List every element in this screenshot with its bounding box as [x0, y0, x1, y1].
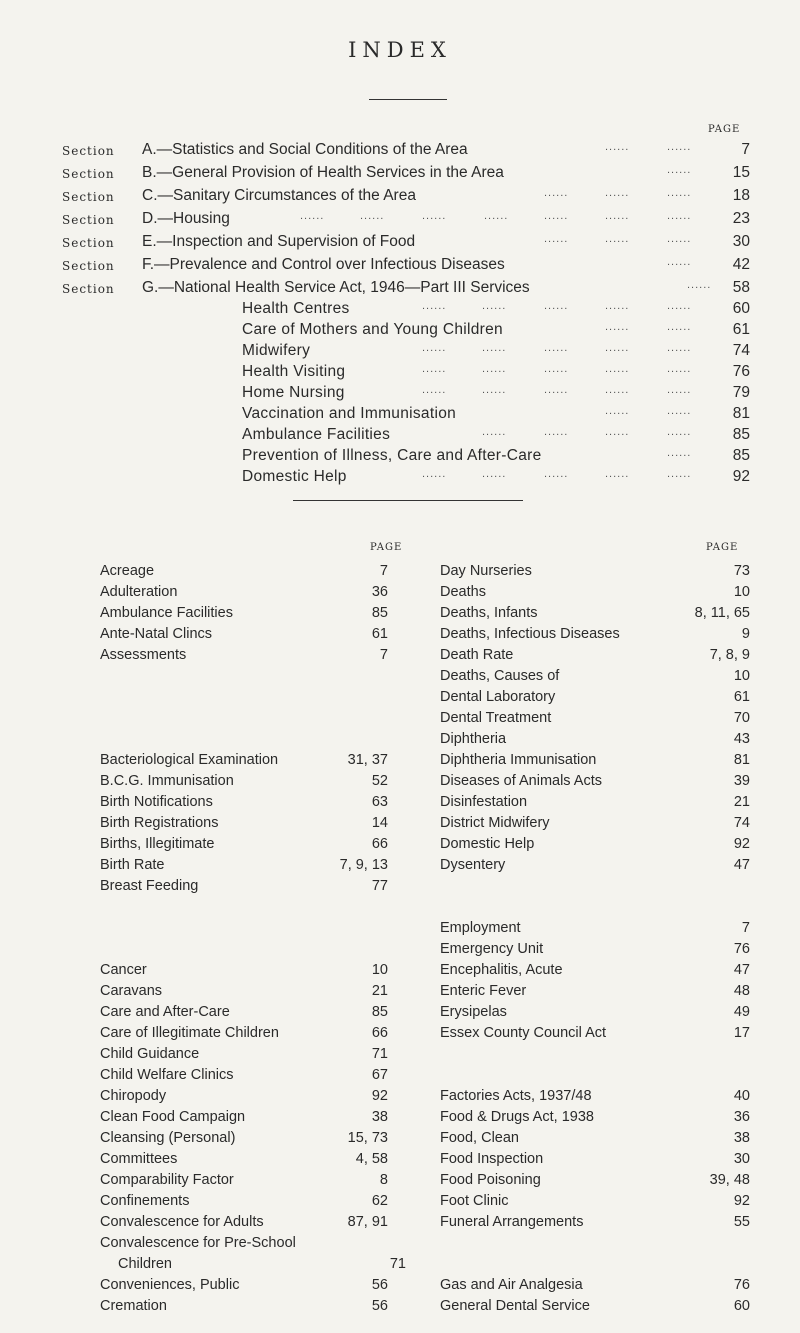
leader-dots: ......: [482, 363, 507, 375]
leader-dots: ......: [605, 300, 630, 312]
index-entry[interactable]: [100, 1109, 388, 1127]
entry-page: 39: [733, 773, 750, 789]
page-title: INDEX: [348, 38, 452, 62]
entry-page: 7: [379, 563, 388, 579]
entry-name: Essex County Council Act: [440, 1025, 607, 1041]
entry-name: Diseases of Animals Acts: [440, 773, 602, 789]
leader-dots: ......: [605, 141, 630, 153]
leader-dots: ......: [544, 384, 569, 396]
leader-dots: ......: [667, 141, 692, 153]
entry-name: Erysipelas: [440, 1004, 507, 1020]
index-entry[interactable]: [100, 815, 388, 833]
entry-name: Food, Clean: [440, 1130, 519, 1146]
index-entry[interactable]: [440, 647, 750, 665]
index-entry[interactable]: [440, 584, 750, 602]
entry-name: Domestic Help: [440, 836, 535, 852]
leader-dots: ......: [667, 256, 692, 268]
entry-page: 56: [371, 1277, 388, 1293]
entry-page: 31, 37: [347, 752, 388, 768]
entry-page: 92: [371, 1088, 388, 1104]
leader-dots: ......: [687, 279, 712, 291]
leader-dots: ......: [544, 187, 569, 199]
section-key: Section: [62, 259, 115, 273]
entry-name: Chiropody: [100, 1088, 167, 1104]
leader-dots: ......: [482, 342, 507, 354]
section-row-e[interactable]: [62, 233, 762, 253]
entry-page: 40: [733, 1088, 750, 1104]
leader-dots: ......: [422, 384, 447, 396]
entry-page: 74: [733, 815, 750, 831]
leader-dots: ......: [605, 405, 630, 417]
sections-page-header: PAGE: [708, 124, 741, 135]
section-page: 7: [741, 141, 750, 158]
entry-name: Convalescence for Pre-School: [100, 1235, 296, 1251]
leader-dots: ......: [544, 233, 569, 245]
entry-page: 92: [733, 836, 750, 852]
index-entry[interactable]: [100, 794, 388, 812]
index-entry[interactable]: [100, 1235, 388, 1253]
index-entry[interactable]: [440, 1193, 750, 1211]
leader-dots: ......: [300, 210, 325, 222]
index-entry[interactable]: [440, 731, 750, 749]
entry-page: 17: [733, 1025, 750, 1041]
entry-page: 43: [733, 731, 750, 747]
entry-name: Clean Food Campaign: [100, 1109, 246, 1125]
leader-dots: ......: [544, 300, 569, 312]
subsection-row[interactable]: [242, 363, 762, 383]
leader-dots: ......: [360, 210, 385, 222]
index-entry[interactable]: [100, 1277, 388, 1295]
section-label: A.—Statistics and Social Conditions of the Area: [142, 141, 468, 158]
entry-name: Dental Treatment: [440, 710, 552, 726]
entry-name: Ambulance Facilities: [100, 605, 233, 621]
leader-dots: ......: [667, 363, 692, 375]
index-entry[interactable]: [100, 983, 388, 1001]
entry-name: Food Poisoning: [440, 1172, 541, 1188]
entry-name: Breast Feeding: [100, 878, 199, 894]
entry-name: Dysentery: [440, 857, 506, 873]
section-key: Section: [62, 236, 115, 250]
index-entry[interactable]: [440, 563, 750, 581]
entry-name: Care of Illegitimate Children: [100, 1025, 279, 1041]
index-entry[interactable]: [100, 1298, 388, 1316]
section-key: Section: [62, 190, 115, 204]
entry-page: 8: [379, 1172, 388, 1188]
section-page: 58: [732, 279, 750, 296]
entry-name: Deaths: [440, 584, 486, 600]
subsection-label: Prevention of Illness, Care and After-Care: [242, 447, 542, 464]
entry-page: 21: [371, 983, 388, 999]
section-row-a[interactable]: [62, 141, 762, 161]
index-entry[interactable]: [440, 668, 750, 686]
index-entry[interactable]: [440, 626, 750, 644]
index-entry[interactable]: [100, 1193, 388, 1211]
leader-dots: ......: [605, 321, 630, 333]
leader-dots: ......: [667, 233, 692, 245]
leader-dots: ......: [422, 468, 447, 480]
entry-page: 9: [741, 626, 750, 642]
section-key: Section: [62, 144, 115, 158]
entry-name: Assessments: [100, 647, 187, 663]
leader-dots: ......: [667, 210, 692, 222]
entry-page: 7, 9, 13: [339, 857, 388, 873]
index-entry[interactable]: [440, 1151, 750, 1169]
subsection-row[interactable]: [242, 426, 762, 446]
leader-dots: ......: [544, 342, 569, 354]
section-page: 15: [732, 164, 750, 181]
entry-name: Births, Illegitimate: [100, 836, 215, 852]
index-entry[interactable]: [440, 920, 750, 938]
entry-page: 71: [371, 1046, 388, 1062]
entry-page: 63: [371, 794, 388, 810]
entry-name: B.C.G. Immunisation: [100, 773, 234, 789]
entry-page: 38: [371, 1109, 388, 1125]
entry-page: 36: [371, 584, 388, 600]
section-label: G.—National Health Service Act, 1946—Part III Services: [142, 279, 530, 296]
leader-dots: ......: [605, 384, 630, 396]
index-entry[interactable]: [100, 857, 388, 875]
entry-name: Death Rate: [440, 647, 514, 663]
entry-name: Factories Acts, 1937/48: [440, 1088, 592, 1104]
index-entry[interactable]: [440, 1088, 750, 1106]
subsection-page: 81: [732, 405, 750, 422]
subsection-label: Domestic Help: [242, 468, 347, 485]
leader-dots: ......: [422, 210, 447, 222]
leader-dots: ......: [605, 210, 630, 222]
index-entry[interactable]: [440, 689, 750, 707]
entry-page: 66: [371, 836, 388, 852]
subsection-row[interactable]: [242, 447, 762, 467]
index-entry[interactable]: [100, 605, 388, 623]
entry-page: 73: [733, 563, 750, 579]
index-entry[interactable]: [440, 1025, 750, 1043]
entry-page: 8, 11, 65: [694, 605, 750, 621]
leader-dots: ......: [667, 321, 692, 333]
entry-name: Food Inspection: [440, 1151, 544, 1167]
leader-dots: ......: [422, 363, 447, 375]
index-entry[interactable]: [100, 752, 388, 770]
entry-name: Deaths, Infants: [440, 605, 538, 621]
index-entry[interactable]: [440, 1277, 750, 1295]
section-row-g[interactable]: [62, 279, 762, 299]
entry-page: 85: [371, 1004, 388, 1020]
entry-page: 4, 58: [355, 1151, 388, 1167]
entry-name: Encephalitis, Acute: [440, 962, 563, 978]
entry-page: 66: [371, 1025, 388, 1041]
entry-name: Convalescence for Adults: [100, 1214, 264, 1230]
leader-dots: ......: [482, 300, 507, 312]
leader-dots: ......: [667, 426, 692, 438]
entry-name: Committees: [100, 1151, 178, 1167]
index-entry[interactable]: [100, 878, 388, 896]
index-entry[interactable]: [100, 1151, 388, 1169]
title-divider: [369, 99, 447, 100]
entry-name: Adulteration: [100, 584, 178, 600]
leader-dots: ......: [667, 342, 692, 354]
leader-dots: ......: [667, 468, 692, 480]
index-entry[interactable]: [440, 836, 750, 854]
entry-page: 77: [371, 878, 388, 894]
entry-name: Cremation: [100, 1298, 167, 1314]
entry-name: Funeral Arrangements: [440, 1214, 584, 1230]
index-entry[interactable]: [100, 1172, 388, 1190]
right-column-page-header: PAGE: [706, 542, 739, 553]
index-entry[interactable]: [100, 1004, 388, 1022]
section-label: B.—General Provision of Health Services in the Area: [142, 164, 504, 181]
entry-name: Conveniences, Public: [100, 1277, 240, 1293]
entry-page: 70: [733, 710, 750, 726]
leader-dots: ......: [482, 468, 507, 480]
entry-name: District Midwifery: [440, 815, 550, 831]
index-entry[interactable]: [100, 773, 388, 791]
leader-dots: ......: [605, 468, 630, 480]
entry-name: Diphtheria: [440, 731, 507, 747]
subsection-page: 79: [732, 384, 750, 401]
leader-dots: ......: [484, 210, 509, 222]
entry-name: Comparability Factor: [100, 1172, 234, 1188]
subsection-page: 85: [732, 447, 750, 464]
index-entry[interactable]: [440, 1214, 750, 1232]
entry-page: 10: [371, 962, 388, 978]
subsection-label: Care of Mothers and Young Children: [242, 321, 503, 338]
entry-name: Confinements: [100, 1193, 190, 1209]
entry-page: 47: [733, 857, 750, 873]
entry-name: Deaths, Causes of: [440, 668, 560, 684]
index-entry[interactable]: [440, 752, 750, 770]
entry-page: 49: [733, 1004, 750, 1020]
entry-page: 61: [733, 689, 750, 705]
subsection-label: Health Centres: [242, 300, 350, 317]
entry-page: 10: [733, 584, 750, 600]
subsection-row[interactable]: [242, 300, 762, 320]
section-page: 18: [732, 187, 750, 204]
leader-dots: ......: [482, 384, 507, 396]
index-entry[interactable]: [100, 1025, 388, 1043]
subsection-page: 92: [732, 468, 750, 485]
entry-page: 52: [371, 773, 388, 789]
entry-name: Emergency Unit: [440, 941, 544, 957]
leader-dots: ......: [422, 342, 447, 354]
subsection-label: Ambulance Facilities: [242, 426, 391, 443]
index-entry[interactable]: [100, 1088, 388, 1106]
index-entry[interactable]: [440, 710, 750, 728]
section-row-b[interactable]: [62, 164, 762, 184]
entry-name: Deaths, Infectious Diseases: [440, 626, 620, 642]
leader-dots: ......: [605, 426, 630, 438]
entry-name: Bacteriological Examination: [100, 752, 279, 768]
entry-page: 71: [389, 1256, 406, 1272]
subsection-page: 74: [732, 342, 750, 359]
entry-page: 15, 73: [347, 1130, 388, 1146]
subsection-page: 60: [732, 300, 750, 317]
section-row-f[interactable]: [62, 256, 762, 276]
leader-dots: ......: [667, 187, 692, 199]
index-entry[interactable]: [440, 773, 750, 791]
subsection-row[interactable]: [242, 384, 762, 404]
section-page: 42: [732, 256, 750, 273]
entry-page: 67: [371, 1067, 388, 1083]
index-entry[interactable]: [100, 1067, 388, 1085]
entry-name: Child Guidance: [100, 1046, 200, 1062]
entry-page: 36: [733, 1109, 750, 1125]
section-page: 23: [732, 210, 750, 227]
index-entry[interactable]: [440, 962, 750, 980]
entry-name: Gas and Air Analgesia: [440, 1277, 583, 1293]
section-label: F.—Prevalence and Control over Infectious Diseases: [142, 256, 505, 273]
entry-page: 87, 91: [347, 1214, 388, 1230]
leader-dots: ......: [605, 187, 630, 199]
index-entry[interactable]: [440, 1130, 750, 1148]
leader-dots: ......: [667, 447, 692, 459]
leader-dots: ......: [605, 363, 630, 375]
entry-page: 55: [733, 1214, 750, 1230]
leader-dots: ......: [544, 426, 569, 438]
leader-dots: ......: [605, 342, 630, 354]
entry-page: 92: [733, 1193, 750, 1209]
index-entry[interactable]: [440, 1004, 750, 1022]
entry-name: Day Nurseries: [440, 563, 532, 579]
entry-name: Foot Clinic: [440, 1193, 509, 1209]
entry-name: Diphtheria Immunisation: [440, 752, 597, 768]
leader-dots: ......: [667, 300, 692, 312]
entry-page: 7: [741, 920, 750, 936]
subsection-label: Home Nursing: [242, 384, 345, 401]
entry-page: 21: [733, 794, 750, 810]
index-entry[interactable]: [440, 941, 750, 959]
entry-page: 81: [733, 752, 750, 768]
entry-name: Employment: [440, 920, 521, 936]
entry-name: Disinfestation: [440, 794, 528, 810]
index-entry[interactable]: [100, 626, 388, 644]
index-entry[interactable]: [100, 1214, 388, 1232]
entry-name: Acreage: [100, 563, 155, 579]
entry-name: Birth Registrations: [100, 815, 219, 831]
entry-name: Cleansing (Personal): [100, 1130, 236, 1146]
entry-page: 30: [733, 1151, 750, 1167]
entry-name: Child Welfare Clinics: [100, 1067, 234, 1083]
index-entry[interactable]: [100, 836, 388, 854]
entry-page: 56: [371, 1298, 388, 1314]
index-entry[interactable]: [100, 1256, 406, 1274]
subsection-page: 76: [732, 363, 750, 380]
section-key: Section: [62, 282, 115, 296]
entry-page: 10: [733, 668, 750, 684]
index-entry[interactable]: [440, 1109, 750, 1127]
leader-dots: ......: [667, 384, 692, 396]
index-entry[interactable]: [440, 605, 750, 623]
entry-name: General Dental Service: [440, 1298, 590, 1314]
entry-page: 76: [733, 1277, 750, 1293]
subsection-row[interactable]: [242, 405, 762, 425]
subsection-label: Health Visiting: [242, 363, 346, 380]
entry-page: 7: [379, 647, 388, 663]
entry-page: 14: [371, 815, 388, 831]
entry-name: Birth Notifications: [100, 794, 213, 810]
section-key: Section: [62, 213, 115, 227]
entry-page: 85: [371, 605, 388, 621]
subsection-row[interactable]: [242, 342, 762, 362]
entry-name: Birth Rate: [100, 857, 165, 873]
leader-dots: ......: [667, 164, 692, 176]
left-column-page-header: PAGE: [370, 542, 403, 553]
subsection-label: Midwifery: [242, 342, 311, 359]
entry-page: 60: [733, 1298, 750, 1314]
section-divider: [293, 500, 523, 501]
subsection-page: 85: [732, 426, 750, 443]
section-label: E.—Inspection and Supervision of Food: [142, 233, 416, 250]
entry-page: 38: [733, 1130, 750, 1146]
entry-page: 61: [371, 626, 388, 642]
subsection-row[interactable]: [242, 321, 762, 341]
leader-dots: ......: [482, 426, 507, 438]
section-label: C.—Sanitary Circumstances of the Area: [142, 187, 416, 204]
index-entry[interactable]: [440, 815, 750, 833]
leader-dots: ......: [544, 468, 569, 480]
leader-dots: ......: [544, 363, 569, 375]
entry-name: Caravans: [100, 983, 163, 999]
entry-name: Cancer: [100, 962, 147, 978]
entry-name: Dental Laboratory: [440, 689, 556, 705]
index-entry[interactable]: [100, 647, 388, 665]
index-entry[interactable]: [440, 1172, 750, 1190]
index-entry[interactable]: [100, 1130, 388, 1148]
entry-name: Ante-Natal Clincs: [100, 626, 213, 642]
subsection-page: 61: [732, 321, 750, 338]
leader-dots: ......: [544, 210, 569, 222]
entry-page: 39, 48: [709, 1172, 750, 1188]
leader-dots: ......: [422, 300, 447, 312]
entry-name: Food & Drugs Act, 1938: [440, 1109, 594, 1125]
subsection-row[interactable]: [242, 468, 762, 488]
entry-name: Care and After-Care: [100, 1004, 230, 1020]
leader-dots: ......: [605, 233, 630, 245]
entry-page: 7, 8, 9: [709, 647, 750, 663]
section-row-d[interactable]: [62, 210, 762, 230]
section-page: 30: [732, 233, 750, 250]
section-key: Section: [62, 167, 115, 181]
index-entry[interactable]: [440, 794, 750, 812]
index-entry[interactable]: [440, 857, 750, 875]
leader-dots: ......: [667, 405, 692, 417]
index-entry[interactable]: [440, 983, 750, 1001]
subsection-label: Vaccination and Immunisation: [242, 405, 457, 422]
index-entry[interactable]: [100, 962, 388, 980]
entry-page: 47: [733, 962, 750, 978]
section-label: D.—Housing: [142, 210, 230, 227]
entry-page: 62: [371, 1193, 388, 1209]
entry-page: 76: [733, 941, 750, 957]
index-entry[interactable]: [100, 584, 388, 602]
entry-page: 48: [733, 983, 750, 999]
index-entry[interactable]: [440, 1298, 750, 1316]
entry-name: Enteric Fever: [440, 983, 527, 999]
index-entry[interactable]: [100, 563, 388, 581]
index-entry[interactable]: [100, 1046, 388, 1064]
section-row-c[interactable]: [62, 187, 762, 207]
entry-name: Children: [118, 1256, 172, 1272]
